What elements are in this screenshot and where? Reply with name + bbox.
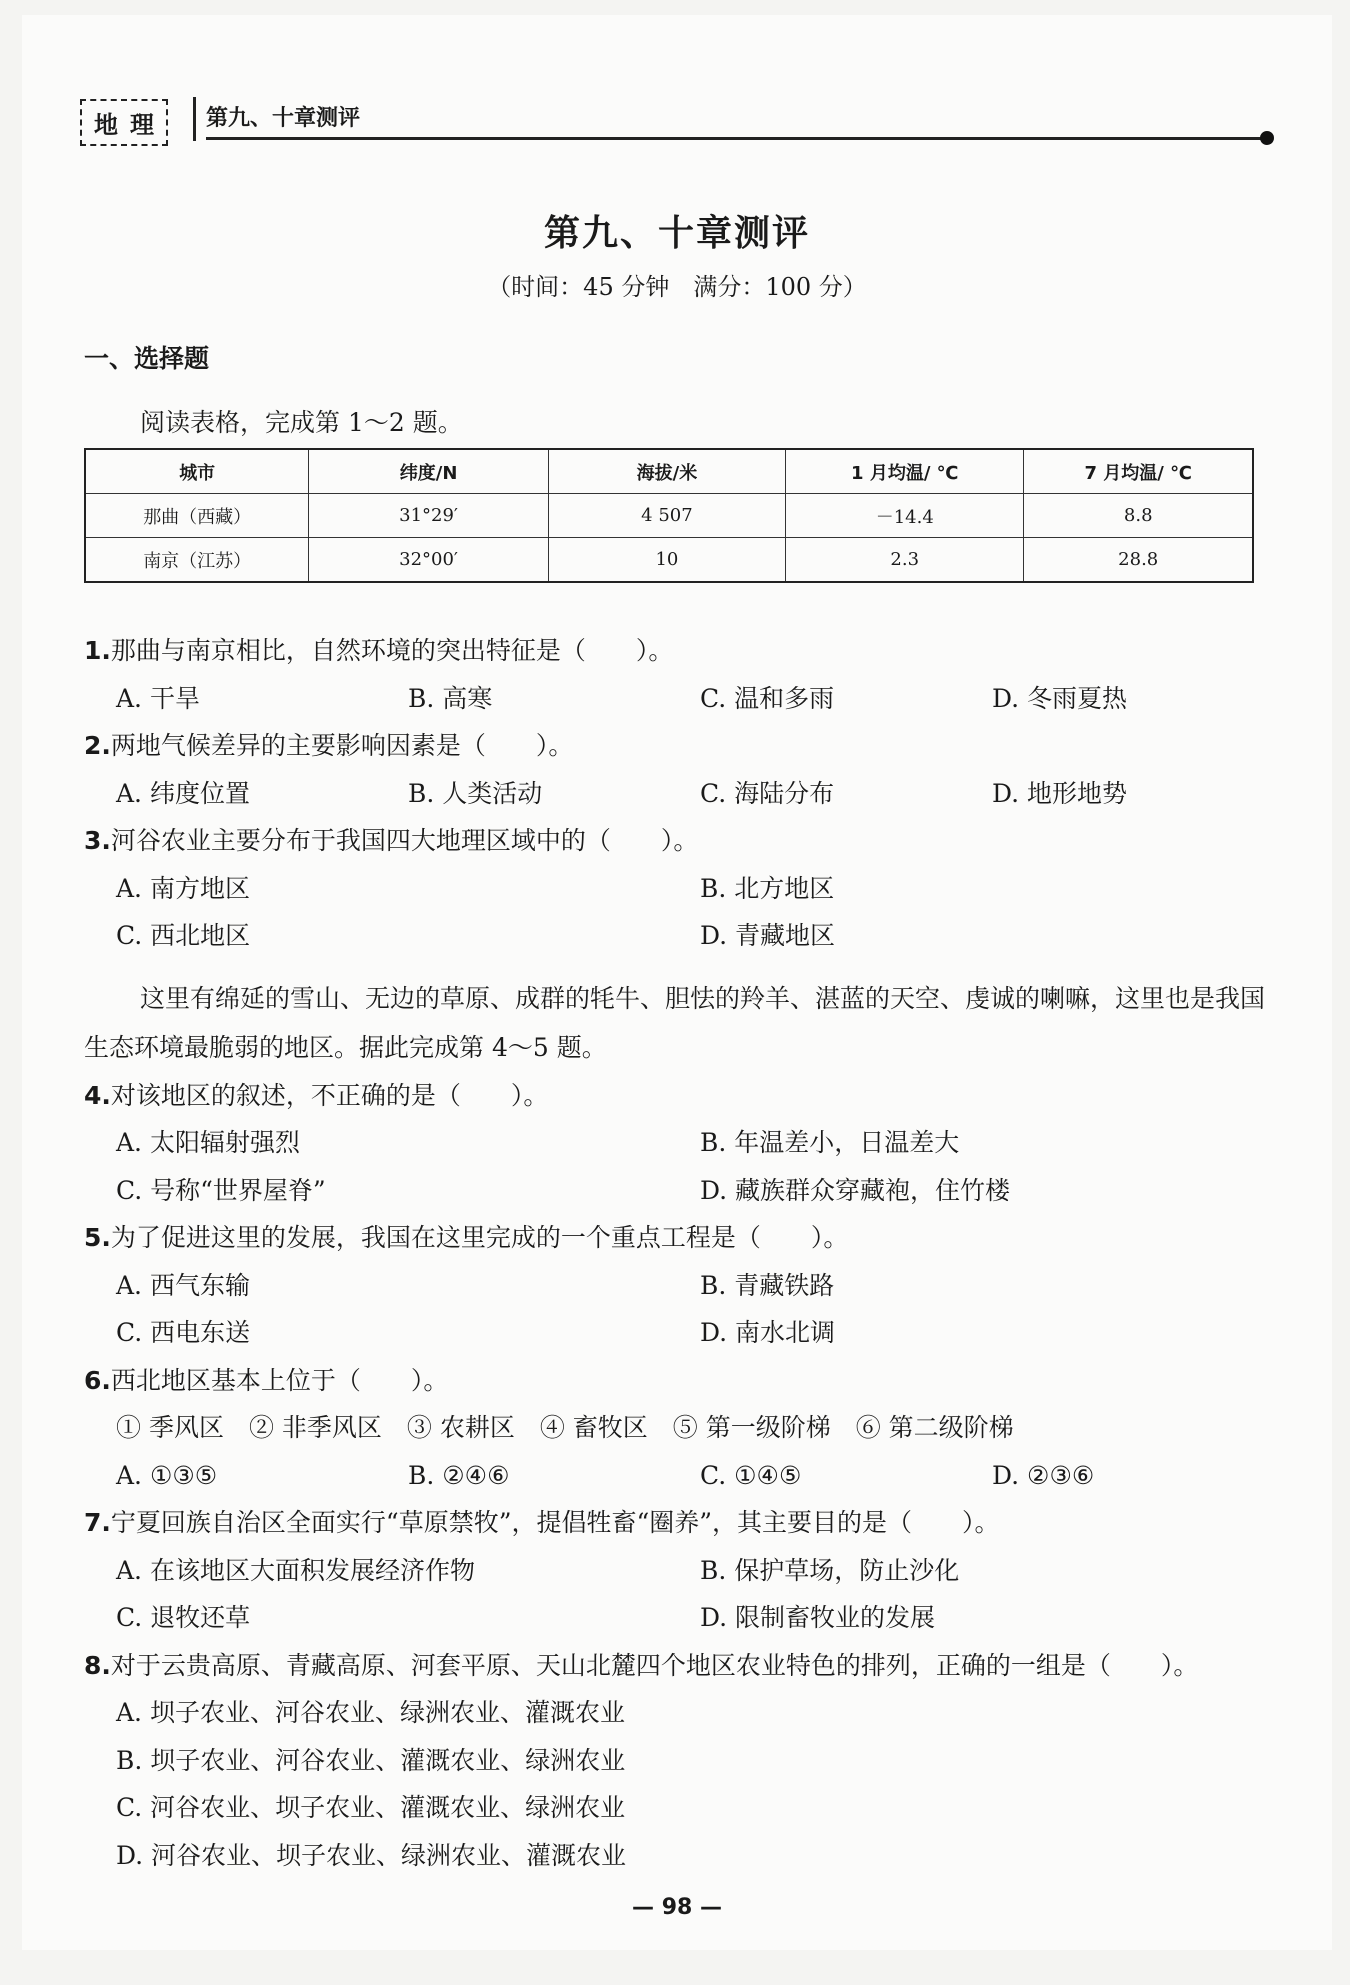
options xyxy=(84,675,1284,723)
options xyxy=(84,1594,1284,1642)
header-divider xyxy=(193,97,196,141)
question-number: 6. xyxy=(84,1365,111,1395)
table-cell: －14.4 xyxy=(786,494,1024,538)
option-a: A. 西气东输 xyxy=(116,1270,250,1300)
section-heading: 一、选择题 xyxy=(84,344,210,373)
column-header: 1 月均温/ ℃ xyxy=(786,449,1024,494)
question-number: 2. xyxy=(84,731,111,760)
option-d: D. ②③⑥ xyxy=(992,1460,1095,1490)
option-a: A. 干旱 xyxy=(116,683,200,713)
option-b: B. 高寒 xyxy=(408,683,493,713)
option-c: C. 号称“世界屋脊” xyxy=(116,1175,326,1205)
page-title: 第九、十章测评 xyxy=(543,213,810,254)
page-header xyxy=(80,93,1280,143)
option-d: D. 南水北调 xyxy=(700,1318,836,1347)
option-a: A. 南方地区 xyxy=(116,873,250,903)
subject-label xyxy=(80,99,168,146)
question-stem: 两地气候差异的主要影响因素是（ ）。 xyxy=(110,731,574,760)
header-rule xyxy=(206,137,1266,140)
table-cell: 那曲（西藏） xyxy=(85,494,309,538)
questions xyxy=(84,627,1284,1879)
column-header: 纬度/N xyxy=(309,449,548,494)
question-number: 8. xyxy=(84,1650,111,1680)
reading-passage: 这里有绵延的雪山、无边的草原、成群的牦牛、胆怯的羚羊、湛蓝的天空、虔诚的喇嘛，这里也是我国生态环境最脆弱的地区。据此完成第 4～5 题。 xyxy=(84,983,1266,1062)
question-6 xyxy=(84,1357,1284,1405)
question-5 xyxy=(84,1214,1284,1262)
option-b: B. ②④⑥ xyxy=(408,1460,510,1490)
question-number: 1. xyxy=(84,636,111,665)
table-header-row xyxy=(85,449,1253,494)
exam-info: （时间：45 分钟 满分：100 分） xyxy=(487,273,867,301)
header-chapter: 第九、十章测评 xyxy=(206,106,361,131)
options xyxy=(84,1452,1284,1500)
option-d: D. 限制畜牧业的发展 xyxy=(700,1603,936,1632)
option-a: A. 纬度位置 xyxy=(116,778,250,808)
table-row xyxy=(85,538,1253,583)
question-number: 5. xyxy=(84,1223,111,1252)
table-cell: 2.3 xyxy=(786,538,1024,583)
option-c: C. ①④⑤ xyxy=(700,1460,802,1490)
option-c: C. 河谷农业、坝子农业、灌溉农业、绿洲农业 xyxy=(116,1793,626,1822)
option-b: B. 青藏铁路 xyxy=(700,1270,835,1300)
option-a: A. 坝子农业、河谷农业、绿洲农业、灌溉农业 xyxy=(116,1698,625,1727)
table-cell: 4 507 xyxy=(548,494,785,538)
option-a: A. 太阳辐射强烈 xyxy=(116,1128,300,1157)
option-b: B. 年温差小，日温差大 xyxy=(700,1128,960,1157)
table-cell: 南京（江苏） xyxy=(85,538,309,583)
numbered-choices: ① 季风区 ② 非季风区 ③ 农耕区 ④ 畜牧区 ⑤ 第一级阶梯 ⑥ 第二级阶梯 xyxy=(116,1413,1014,1442)
question-stem: 为了促进这里的发展，我国在这里完成的一个重点工程是（ ）。 xyxy=(110,1223,849,1252)
options xyxy=(84,770,1284,818)
options xyxy=(84,1309,1284,1357)
option-c: C. 退牧还草 xyxy=(116,1603,251,1632)
question-1 xyxy=(84,627,1284,675)
header-dot-icon xyxy=(1260,131,1274,145)
question-stem: 宁夏回族自治区全面实行“草原禁牧”，提倡牲畜“圈养”，其主要目的是（ ）。 xyxy=(110,1508,1000,1537)
option-a: A. 在该地区大面积发展经济作物 xyxy=(116,1555,475,1585)
options xyxy=(84,1167,1284,1215)
table-cell: 31°29′ xyxy=(309,494,548,538)
table-cell: 32°00′ xyxy=(309,538,548,583)
option-b: B. 人类活动 xyxy=(408,778,543,808)
question-stem: 那曲与南京相比，自然环境的突出特征是（ ）。 xyxy=(110,636,674,665)
option-d: D. 青藏地区 xyxy=(700,921,836,950)
question-2 xyxy=(84,722,1284,770)
page-number: — 98 — xyxy=(632,1895,722,1920)
option-b: B. 保护草场，防止沙化 xyxy=(700,1555,960,1585)
option-b: B. 北方地区 xyxy=(700,873,835,903)
question-7 xyxy=(84,1499,1284,1547)
options xyxy=(84,1547,1284,1595)
option-d: D. 冬雨夏热 xyxy=(992,683,1128,713)
climate-table xyxy=(84,448,1254,583)
subject-char: 地 xyxy=(94,111,118,139)
options xyxy=(84,865,1284,913)
subject-char: 理 xyxy=(130,111,154,139)
option-c: C. 海陆分布 xyxy=(700,778,835,808)
question-4 xyxy=(84,1072,1284,1120)
question-stem: 对该地区的叙述，不正确的是（ ）。 xyxy=(110,1080,549,1110)
question-number: 7. xyxy=(84,1508,111,1537)
question-stem: 河谷农业主要分布于我国四大地理区域中的（ ）。 xyxy=(110,826,699,855)
worksheet-page xyxy=(22,15,1332,1950)
options xyxy=(84,1262,1284,1310)
option-d: D. 地形地势 xyxy=(992,778,1128,808)
options xyxy=(84,912,1284,960)
question-3 xyxy=(84,817,1284,865)
question-8 xyxy=(84,1642,1284,1690)
option-d: D. 河谷农业、坝子农业、绿洲农业、灌溉农业 xyxy=(116,1840,627,1870)
column-header: 城市 xyxy=(85,449,309,494)
options xyxy=(84,1119,1284,1167)
column-header: 海拔/米 xyxy=(548,449,785,494)
option-c: C. 西北地区 xyxy=(116,921,251,950)
table-row xyxy=(85,494,1253,538)
question-stem: 西北地区基本上位于（ ）。 xyxy=(110,1365,449,1395)
table-cell: 8.8 xyxy=(1024,494,1253,538)
question-stem: 对于云贵高原、青藏高原、河套平原、天山北麓四个地区农业特色的排列，正确的一组是（ ）。 xyxy=(110,1650,1199,1680)
table-cell: 10 xyxy=(548,538,785,583)
table-cell: 28.8 xyxy=(1024,538,1253,583)
column-header: 7 月均温/ ℃ xyxy=(1024,449,1253,494)
option-b: B. 坝子农业、河谷农业、灌溉农业、绿洲农业 xyxy=(116,1745,626,1775)
question-number: 3. xyxy=(84,826,111,855)
question-number: 4. xyxy=(84,1080,111,1110)
option-a: A. ①③⑤ xyxy=(116,1460,218,1490)
option-c: C. 西电东送 xyxy=(116,1318,251,1347)
table-intro: 阅读表格，完成第 1～2 题。 xyxy=(140,408,463,437)
option-c: C. 温和多雨 xyxy=(700,683,835,713)
option-d: D. 藏族群众穿藏袍，住竹楼 xyxy=(700,1175,1011,1205)
